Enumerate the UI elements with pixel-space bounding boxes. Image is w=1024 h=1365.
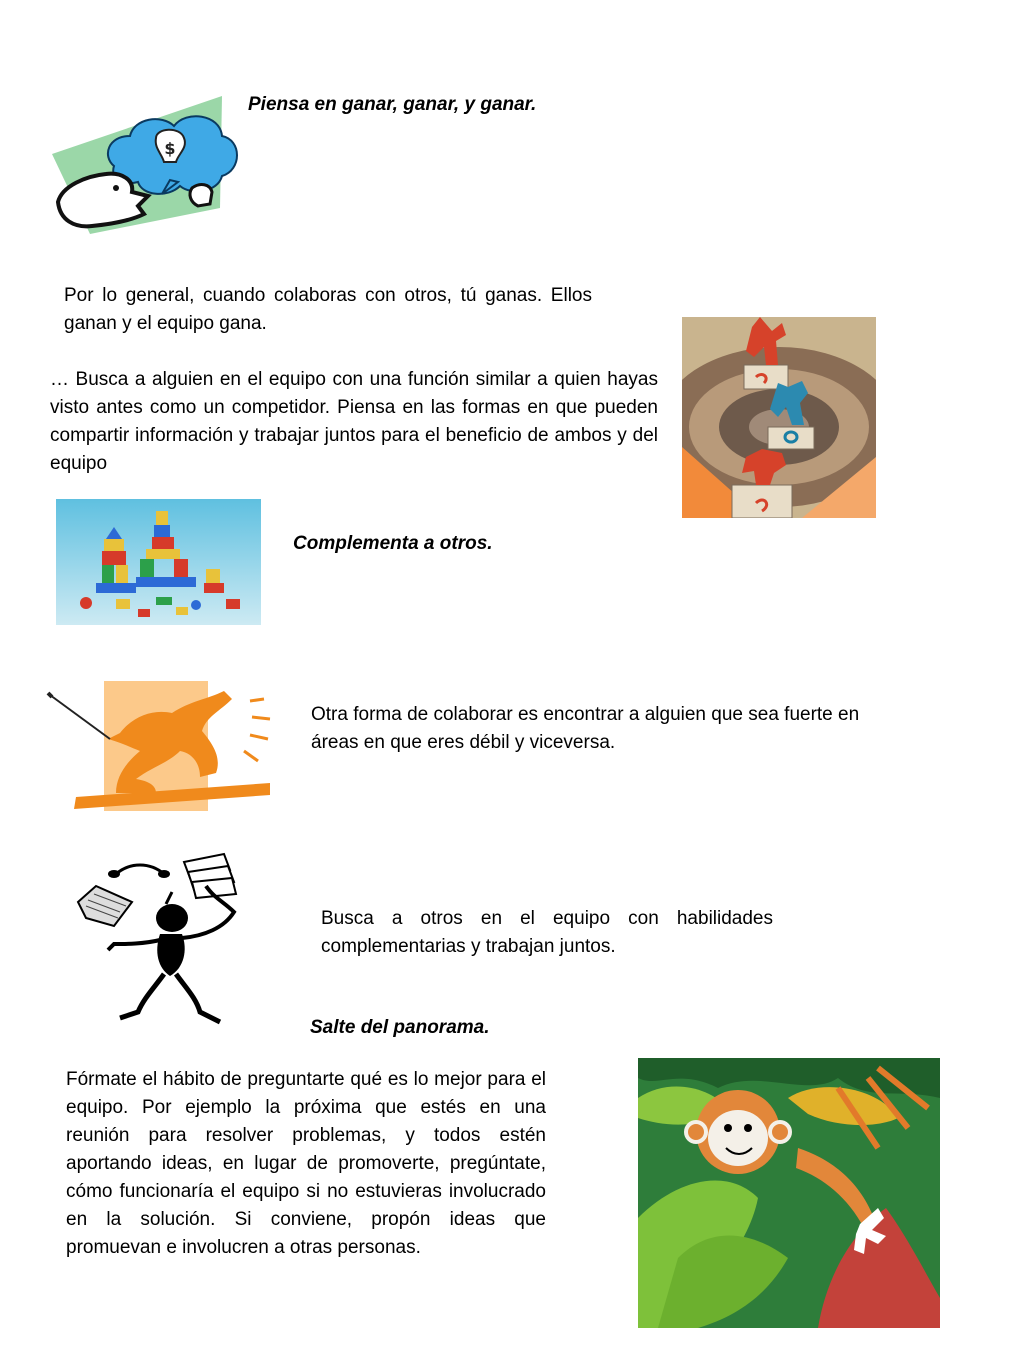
svg-text:$: $ bbox=[164, 139, 176, 158]
juggler-image bbox=[74, 852, 242, 1030]
juggling-figure-icon bbox=[74, 852, 242, 1030]
paragraph-competitor: … Busca a alguien en el equipo con una función similar a quien hayas visto antes como un competidor. Piensa en las formas en que pueden compartir información y trabajar juntos para el beneficio de ambos y del equipo bbox=[50, 369, 658, 474]
fencer-image bbox=[44, 681, 274, 811]
thinking-head-image bbox=[52, 96, 248, 234]
toy-blocks-icon bbox=[56, 499, 261, 625]
paragraph-skills: Busca a otros en el equipo con habilidades complementarias y trabajan juntos. bbox=[321, 908, 773, 957]
monkey-image bbox=[638, 1058, 940, 1328]
paragraph-strengths: Otra forma de colaborar es encontrar a alguien que sea fuerte en áreas en que eres débil y viceversa. bbox=[311, 704, 860, 753]
jungle-monkey-icon bbox=[638, 1058, 940, 1328]
heading-outside: Salte del panorama. bbox=[310, 1017, 490, 1038]
heading-win-win: Piensa en ganar, ganar, y ganar. bbox=[248, 94, 537, 115]
heading-complement: Complementa a otros. bbox=[293, 533, 493, 554]
paragraph-win-general: Por lo general, cuando colaboras con otros, tú ganas. Ellos ganan y el equipo gana. bbox=[64, 285, 592, 334]
climbers-image bbox=[682, 317, 876, 518]
paragraph-habit: Fórmate el hábito de preguntarte qué es lo mejor para el equipo. Por ejemplo la próxima que estés en una reunión para resolver problemas, y todos estén aportando ideas, en lugar de promoverte, pregúntate, cómo funcionaría el equipo si no estuvieras involucrado en la solución. Si conviene, propón ideas que promuevan e involucren a otras personas. bbox=[66, 1069, 546, 1258]
blocks-image bbox=[56, 499, 261, 625]
thinking-head-icon bbox=[52, 96, 248, 234]
climbing-figures-icon bbox=[682, 317, 876, 518]
fencer-icon bbox=[44, 681, 274, 811]
